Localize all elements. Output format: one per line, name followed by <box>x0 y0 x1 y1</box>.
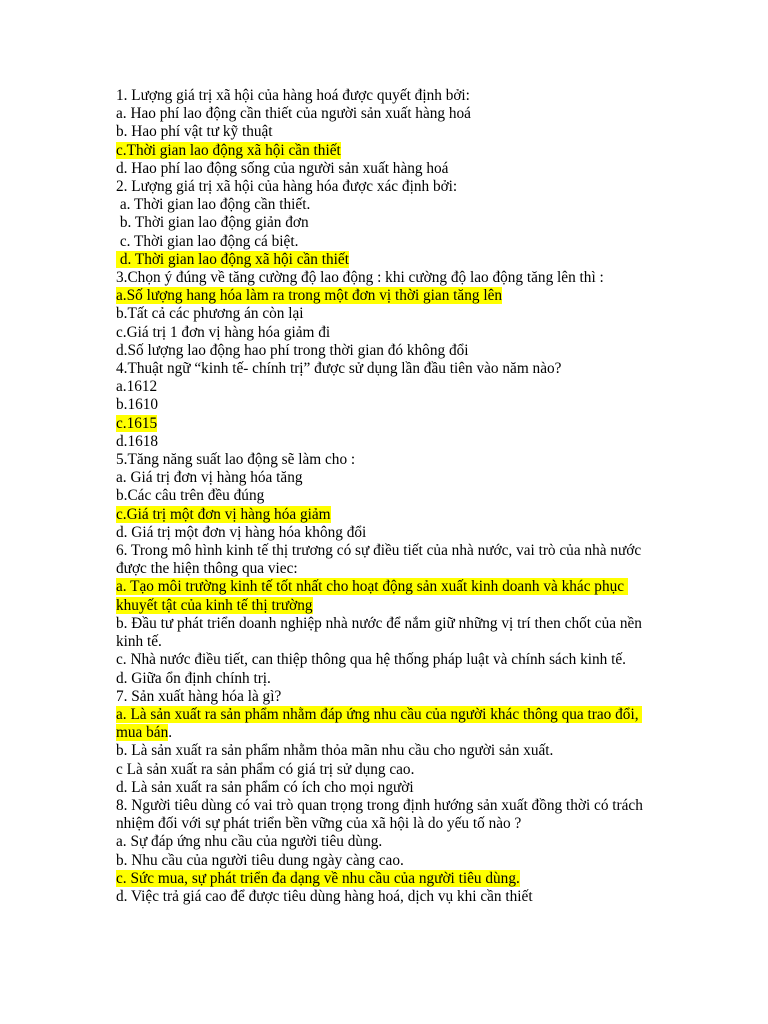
question-1-option-b: b. Hao phí vật tư kỹ thuật <box>116 123 273 141</box>
question-3-option-b: b.Tất cả các phương án còn lại <box>116 305 304 323</box>
question-5-option-a: a. Giá trị đơn vị hàng hóa tăng <box>116 469 303 487</box>
question-6: 6. Trong mô hình kinh tế thị trương có sự điều tiết của nhà nước, vai trò của nhà nước được the hiện thông qua viec: <box>116 542 646 578</box>
answer-highlight: c.1615 <box>116 414 158 432</box>
question-8-option-a: a. Sự đáp ứng nhu cầu của người tiêu dùng. <box>116 833 383 851</box>
question-5-option-b: b.Các câu trên đều đúng <box>116 487 265 505</box>
question-2-option-d <box>116 251 656 269</box>
question-6-option-c: c. Nhà nước điều tiết, can thiệp thông qua hệ thống pháp luật và chính sách kinh tế. <box>116 651 626 669</box>
question-5-option-c <box>116 506 656 524</box>
question-4: 4.Thuật ngữ “kinh tế- chính trị” được sử dụng lần đầu tiên vào năm nào? <box>116 360 562 378</box>
question-8: 8. Người tiêu dùng có vai trò quan trọng trong định hướng sản xuất đồng thời có trách nhiệm đối với sự phát triển bền vững của xã hội là do yếu tố nào ? <box>116 796 647 833</box>
question-8-option-b: b. Nhu cầu của người tiêu dung ngày càng cao. <box>116 851 404 869</box>
option-suffix: . <box>168 724 173 742</box>
question-6-option-b: b. Đầu tư phát triển doanh nghiệp nhà nước để nắm giữ những vị trí then chốt của nền kinh tế. <box>116 614 646 651</box>
question-3-option-c: c.Giá trị 1 đơn vị hàng hóa giảm đi <box>116 323 331 341</box>
document-body <box>116 87 656 906</box>
question-6-option-a <box>116 578 656 614</box>
answer-highlight: a. Là sản xuất ra sản phẩm nhằm đáp ứng nhu cầu của người khác thông qua trao đổi, mua bán <box>116 705 643 742</box>
answer-highlight: d. Thời gian lao động xã hội cần thiết <box>116 250 349 268</box>
answer-highlight: c.Giá trị một đơn vị hàng hóa giảm <box>116 505 331 523</box>
question-4-option-c <box>116 415 656 433</box>
question-7-option-c: c Là sản xuất ra sản phẩm có giá trị sử dụng cao. <box>116 760 415 778</box>
question-5: 5.Tăng năng suất lao động sẽ làm cho : <box>116 451 356 469</box>
question-3-option-a <box>116 287 656 305</box>
question-2-option-b: b. Thời gian lao động giản đơn <box>116 214 309 232</box>
question-7-option-d: d. Là sản xuất ra sản phẩm có ích cho mọi người <box>116 778 414 796</box>
question-3-option-d: d.Số lượng lao động hao phí trong thời gian đó không đổi <box>116 341 469 359</box>
answer-highlight: c.Thời gian lao động xã hội cần thiết <box>116 141 341 159</box>
question-2-option-c: c. Thời gian lao động cá biệt. <box>116 232 299 250</box>
question-8-option-c <box>116 870 656 888</box>
question-5-option-d: d. Giá trị một đơn vị hàng hóa không đổi <box>116 523 367 541</box>
question-7-option-b: b. Là sản xuất ra sản phẩm nhằm thỏa mãn nhu cầu cho người sản xuất. <box>116 742 554 760</box>
question-6-option-d: d. Giữa ổn định chính trị. <box>116 669 271 687</box>
question-2-option-a: a. Thời gian lao động cần thiết. <box>116 196 311 214</box>
question-4-option-d: d.1618 <box>116 432 159 450</box>
question-1-option-d: d. Hao phí lao động sống của người sản xuất hàng hoá <box>116 159 449 177</box>
answer-highlight: a. Tạo môi trường kinh tế tốt nhất cho hoạt động sản xuất kinh doanh và khác phục khuyết tật của kinh tế thị trường <box>116 578 628 614</box>
answer-highlight: c. Sức mua, sự phát triển đa dạng về nhu cầu của người tiêu dùng. <box>116 869 520 887</box>
question-1-option-c <box>116 142 656 160</box>
question-1: 1. Lượng giá trị xã hội của hàng hoá được quyết định bởi: <box>116 87 470 104</box>
question-8-option-d: d. Việc trả giá cao để được tiêu dùng hàng hoá, dịch vụ khi cần thiết <box>116 887 533 905</box>
question-4-option-b: b.1610 <box>116 396 159 414</box>
question-7-option-a <box>116 706 656 742</box>
question-3: 3.Chọn ý đúng về tăng cường độ lao động : khi cường độ lao động tăng lên thì : <box>116 269 604 287</box>
question-1-option-a: a. Hao phí lao động cần thiết của người sản xuất hàng hoá <box>116 105 471 123</box>
question-4-option-a: a.1612 <box>116 378 158 396</box>
answer-highlight: a.Số lượng hang hóa làm ra trong một đơn vị thời gian tăng lên <box>116 287 503 305</box>
question-2: 2. Lượng giá trị xã hội của hàng hóa được xác định bởi: <box>116 178 458 196</box>
question-7: 7. Sản xuất hàng hóa là gì? <box>116 687 282 705</box>
